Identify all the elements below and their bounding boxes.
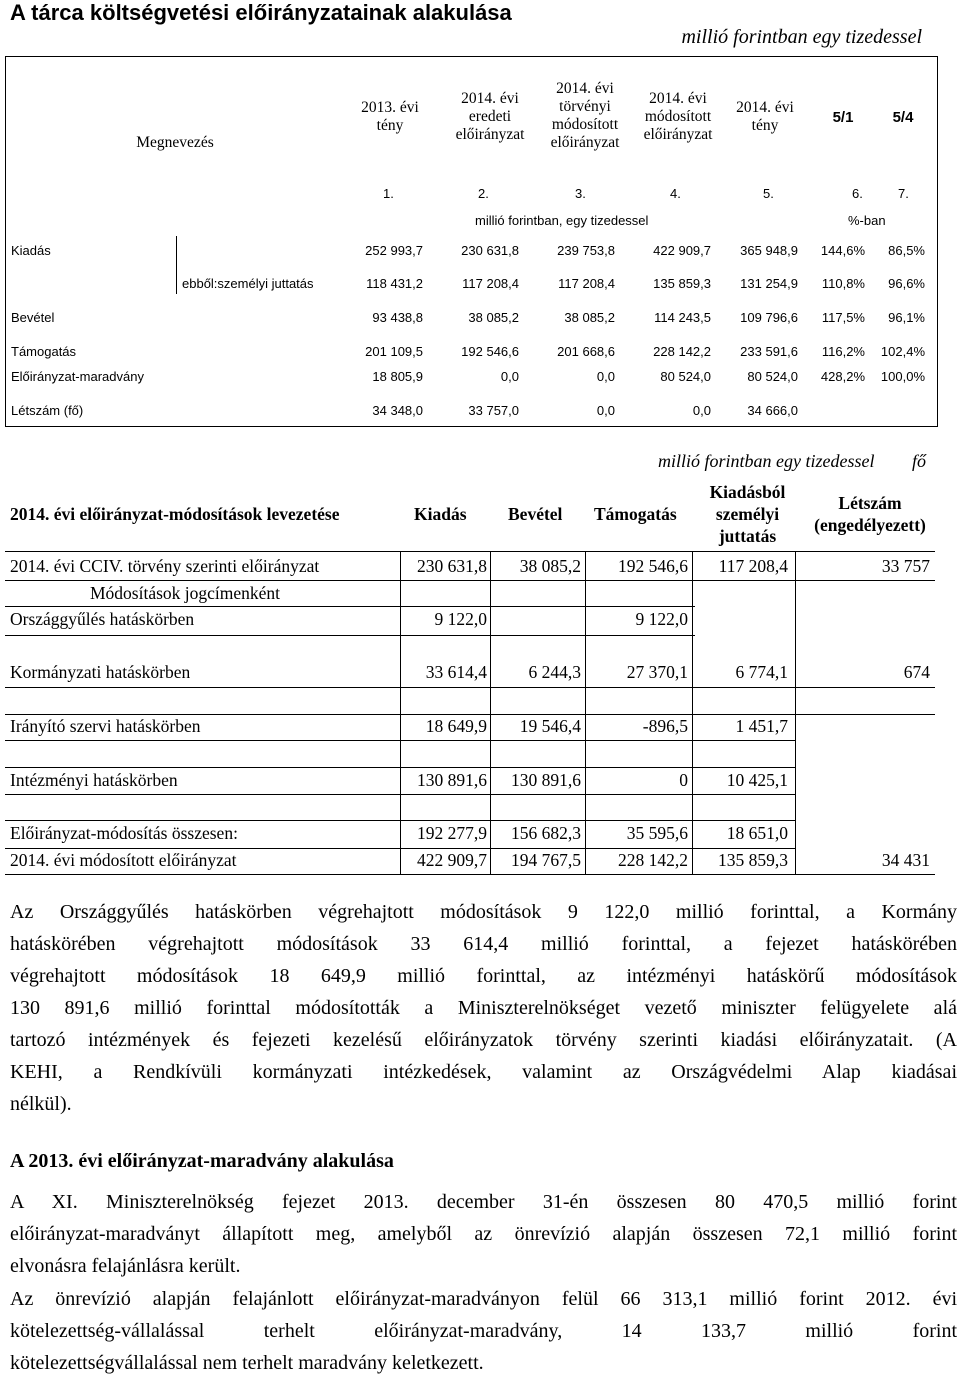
unit-label-top: millió forintban egy tizedessel bbox=[681, 26, 922, 48]
table1-cell: 34 348,0 bbox=[372, 403, 423, 418]
table1-cell: 80 524,0 bbox=[747, 369, 798, 384]
table1-row-label: ebből:személyi juttatás bbox=[182, 276, 314, 291]
table2-cell: 6 774,1 bbox=[735, 662, 788, 682]
table1-cell: 117 208,4 bbox=[558, 276, 615, 291]
col-header-3: 2014. évi törvényi módosított előirányzat bbox=[550, 80, 620, 151]
col-number-1: 1. bbox=[383, 186, 394, 201]
table1-cell: 18 805,9 bbox=[372, 369, 423, 384]
table2-cell: 34 431 bbox=[881, 850, 930, 870]
table2-header-kiadas: Kiadás bbox=[414, 504, 467, 524]
col-header-2: 2014. évi eredeti előirányzat bbox=[455, 90, 525, 143]
table1-cell: 38 085,2 bbox=[468, 310, 519, 325]
table1-cell: 131 254,9 bbox=[740, 276, 798, 291]
col-header-5: 2014. évi tény bbox=[736, 99, 794, 134]
table2-cell: 194 767,5 bbox=[511, 850, 581, 870]
col-number-3: 3. bbox=[575, 186, 586, 201]
unit-label-fo: fő bbox=[912, 451, 927, 471]
table2-row-label: Irányító szervi hatáskörben bbox=[10, 716, 201, 736]
table1-cell: 116,2% bbox=[821, 344, 865, 359]
table1-cell: 422 909,7 bbox=[653, 243, 711, 258]
table1-cell: 201 109,5 bbox=[365, 344, 423, 359]
table1-cell: 201 668,6 bbox=[557, 344, 615, 359]
table2-cell: -896,5 bbox=[642, 716, 688, 736]
table2-header-bevetel: Bevétel bbox=[508, 504, 563, 524]
table1-cell: 100,0% bbox=[880, 369, 925, 384]
table1-cell: 135 859,3 bbox=[653, 276, 711, 291]
table1-row-label: Előirányzat-maradvány bbox=[11, 369, 144, 384]
paragraph-3: Az önrevízió alapján felajánlott előirányzat-maradványon felül 66 313,1 millió forint 2012. évi kötelezettség-vállalással terhelt előirányzat-maradvány, 14 133,7 millió forint kötelezettségvállalással nem terhelt maradvány keletkezett. bbox=[10, 1288, 957, 1374]
table2-row-label: Országgyűlés hatáskörben bbox=[10, 609, 195, 629]
table2-cell: 18 649,9 bbox=[425, 716, 487, 736]
table1-cell: 38 085,2 bbox=[564, 310, 615, 325]
table2-cell: 10 425,1 bbox=[726, 770, 788, 790]
table2-header-name: 2014. évi előirányzat-módosítások levezetése bbox=[10, 504, 340, 524]
table1-cell: 109 796,6 bbox=[740, 310, 798, 325]
table1-cell: 117 208,4 bbox=[462, 276, 519, 291]
table1-cell: 230 631,8 bbox=[461, 243, 519, 258]
col-number-2: 2. bbox=[478, 186, 489, 201]
table1-cell: 144,6% bbox=[820, 243, 865, 258]
table1-cell: 102,4% bbox=[880, 344, 925, 359]
table2-cell: 674 bbox=[903, 662, 930, 682]
table2-row-label: Kormányzati hatáskörben bbox=[10, 662, 191, 682]
unit-label-table2: millió forintban egy tizedessel bbox=[658, 451, 875, 471]
col-header-4: 2014. évi módosított előirányzat bbox=[643, 90, 713, 143]
table2-cell: 135 859,3 bbox=[718, 850, 788, 870]
table1-cell: 0,0 bbox=[500, 369, 519, 384]
table1-row-label: Támogatás bbox=[11, 344, 77, 359]
table1-cell: 233 591,6 bbox=[740, 344, 798, 359]
table2-cell: 117 208,4 bbox=[718, 556, 788, 576]
table2-cell: 9 122,0 bbox=[635, 609, 688, 629]
table1-cell: 117,5% bbox=[821, 310, 865, 325]
table1-cell: 192 546,6 bbox=[461, 344, 519, 359]
table1-cell: 86,5% bbox=[888, 243, 925, 258]
table2-row-label: Módosítások jogcímenként bbox=[90, 583, 281, 603]
table2-row-label: 2014. évi CCIV. törvény szerinti előirányzat bbox=[10, 556, 320, 576]
table2-cell: 130 891,6 bbox=[511, 770, 581, 790]
table2-cell: 33 757 bbox=[881, 556, 930, 576]
col-number-5: 5. bbox=[763, 186, 774, 201]
table1-cell: 252 993,7 bbox=[365, 243, 423, 258]
table1-row-label: Kiadás bbox=[11, 243, 51, 258]
table2-cell: 192 546,6 bbox=[618, 556, 688, 576]
table2-row-label: 2014. évi módosított előirányzat bbox=[10, 850, 237, 870]
table2-cell: 156 682,3 bbox=[511, 823, 581, 843]
table1-row-label: Létszám (fő) bbox=[11, 403, 84, 418]
paragraph-2: A XI. Miniszterelnökség fejezet 2013. december 31-én összesen 80 470,5 millió forint előirányzat-maradványt állapított meg, amelyből az önrevízió alapján összesen 72,1 millió forint elvonásra felajánlásra került. bbox=[10, 1191, 957, 1277]
heading-maradvany: A 2013. évi előirányzat-maradvány alakulása bbox=[10, 1150, 394, 1172]
table2-cell: 19 546,4 bbox=[519, 716, 581, 736]
col-number-7: 7. bbox=[898, 186, 909, 201]
unit-label-mid: millió forintban, egy tizedessel bbox=[475, 213, 649, 228]
table1-cell: 428,2% bbox=[820, 369, 865, 384]
table1-cell: 365 948,9 bbox=[740, 243, 798, 258]
table1-cell: 80 524,0 bbox=[660, 369, 711, 384]
table1-row-label: Bevétel bbox=[11, 310, 55, 325]
table1-cell: 0,0 bbox=[596, 369, 615, 384]
table1-cell: 114 243,5 bbox=[654, 310, 711, 325]
col-header-name: Megnevezés bbox=[136, 134, 214, 151]
table1-cell: 33 757,0 bbox=[468, 403, 519, 418]
table2-cell: 38 085,2 bbox=[519, 556, 581, 576]
table2-header-tamogatas: Támogatás bbox=[594, 504, 677, 524]
table2-cell: 228 142,2 bbox=[618, 850, 688, 870]
col-number-4: 4. bbox=[670, 186, 681, 201]
table2-cell: 130 891,6 bbox=[417, 770, 487, 790]
table2-header-letszam: Létszám (engedélyezett) bbox=[814, 493, 926, 535]
table1-cell: 34 666,0 bbox=[747, 403, 798, 418]
table2-cell: 27 370,1 bbox=[626, 662, 688, 682]
table2-cell: 35 595,6 bbox=[626, 823, 688, 843]
table2-cell: 0 bbox=[679, 770, 688, 790]
col-header-7: 5/4 bbox=[892, 109, 914, 126]
table2-cell: 6 244,3 bbox=[528, 662, 581, 682]
table1-cell: 0,0 bbox=[596, 403, 615, 418]
table2-cell: 33 614,4 bbox=[425, 662, 487, 682]
table2-cell: 18 651,0 bbox=[726, 823, 788, 843]
table2-cell: 230 631,8 bbox=[417, 556, 487, 576]
page-title: A tárca költségvetési előirányzatainak alakulása bbox=[10, 0, 512, 25]
table1-cell: 228 142,2 bbox=[653, 344, 711, 359]
table2-header-szemelyi: Kiadásból személyi juttatás bbox=[709, 482, 786, 546]
table1-cell: 118 431,2 bbox=[366, 276, 423, 291]
table1-cell: 93 438,8 bbox=[372, 310, 423, 325]
table2-row-label: Intézményi hatáskörben bbox=[10, 770, 178, 790]
table2-cell: 1 451,7 bbox=[735, 716, 788, 736]
table2-cell: 422 909,7 bbox=[417, 850, 487, 870]
table1-cell: 96,6% bbox=[888, 276, 925, 291]
col-number-6: 6. bbox=[852, 186, 863, 201]
unit-label-pct: %-ban bbox=[848, 213, 886, 228]
table1-cell: 96,1% bbox=[888, 310, 925, 325]
table1-cell: 110,8% bbox=[821, 276, 865, 291]
col-header-1: 2013. évi tény bbox=[361, 99, 419, 134]
table1-cell: 0,0 bbox=[692, 403, 711, 418]
table1-cell: 239 753,8 bbox=[557, 243, 615, 258]
table2-cell: 192 277,9 bbox=[417, 823, 487, 843]
paragraph-1: Az Országgyűlés hatáskörben végrehajtott módosítások 9 122,0 millió forinttal, a Kormány hatáskörében végrehajtott módosítások 33 614,4 millió forinttal, a fejezet hatáskörében végrehajtott módosítások 18 649,9 millió forinttal, az intézményi hatáskörű módosítások 130 891,6 millió forinttal módosították a Miniszterelnökséget vezető miniszter felügyelete alá tartozó intézmények és fejezeti kezelésű előirányzatok törvény szerinti kiadási előirányzatait. (A KEHI, a Rendkívüli kormányzati intézkedések, valamint az Országvédelmi Alap kiadásai nélkül). bbox=[10, 901, 957, 1115]
table2-row-label: Előirányzat-módosítás összesen: bbox=[10, 823, 238, 843]
col-header-6: 5/1 bbox=[832, 109, 854, 126]
table2-cell: 9 122,0 bbox=[434, 609, 487, 629]
